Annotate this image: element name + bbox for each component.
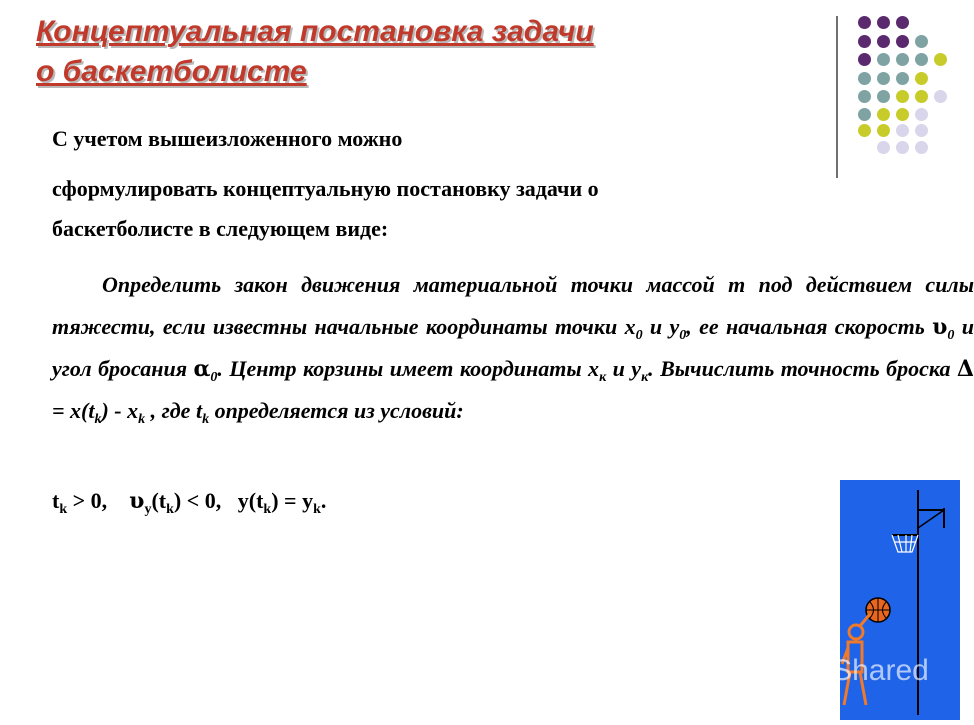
dot [896, 124, 909, 137]
dot [915, 141, 928, 154]
delta-symbol: Δ [956, 356, 974, 382]
dot [915, 53, 928, 66]
subscript: k [166, 502, 174, 517]
slide-title [36, 12, 796, 92]
dot [858, 72, 871, 85]
cond-text: . [320, 488, 327, 513]
dot [896, 108, 909, 121]
dot [915, 124, 928, 137]
subscript: 0 [210, 370, 218, 385]
dot [877, 124, 890, 137]
intro-line-3: баскетболисте в следующем виде: [52, 216, 389, 241]
dot [858, 90, 871, 103]
subscript: k [94, 412, 102, 427]
subscript: 0 [947, 328, 955, 343]
task-text: и y [606, 356, 642, 381]
task-text: и y [642, 314, 680, 339]
intro-line-2: сформулировать концептуальную постановку задачи о [52, 176, 599, 201]
dot [858, 35, 871, 48]
subscript: 0 [635, 328, 643, 343]
task-text: и угол бросания [52, 314, 974, 381]
dot [877, 53, 890, 66]
dot [915, 90, 928, 103]
subscript: k [138, 412, 146, 427]
dot [877, 108, 890, 121]
alpha-symbol: α [193, 356, 211, 382]
task-text: . Центр корзины имеет координаты x [217, 356, 600, 381]
dot [915, 108, 928, 121]
dot [934, 53, 947, 66]
dot [896, 141, 909, 154]
dot [896, 53, 909, 66]
cond-text: ) = y [271, 488, 314, 513]
subscript: k [59, 502, 68, 517]
task-text: определяется из условий: [209, 398, 464, 423]
basketball-ball [866, 598, 890, 622]
task-text: , ее начальная скорость [686, 314, 933, 339]
subscript: 0 [679, 328, 687, 343]
subscript: k [313, 502, 321, 517]
task-text: , где t [145, 398, 203, 423]
upsilon-symbol: υ [129, 488, 145, 514]
subscript: к [641, 370, 649, 385]
dot [877, 90, 890, 103]
subscript: k [263, 502, 272, 517]
dot [877, 35, 890, 48]
dot [896, 72, 909, 85]
watermark: ѴShared [808, 654, 929, 687]
dot [877, 16, 890, 29]
upsilon-symbol: υ [932, 314, 948, 340]
dot [858, 124, 871, 137]
task-text: = x(t [52, 398, 95, 423]
task-statement [52, 264, 974, 432]
dot [858, 16, 871, 29]
vertical-divider [836, 16, 838, 178]
cond-text: > 0, [67, 488, 124, 513]
task-text: . Вычислить точность броска [648, 356, 957, 381]
dot [858, 53, 871, 66]
slide-title-line2: о баскетболисте [36, 55, 307, 88]
dot [896, 90, 909, 103]
task-text: ) - x [101, 398, 139, 423]
dot [915, 35, 928, 48]
slide-title-line1: Концептуальная постановка задачи [36, 15, 594, 48]
cond-text: t [52, 488, 60, 513]
task-text: Определить закон движения материальной точки массой m под действием силы тяжести, если известны начальные координаты точки x [52, 272, 974, 339]
dot [934, 90, 947, 103]
dot [915, 72, 928, 85]
dot [877, 141, 890, 154]
intro-line-1: С учетом вышеизложенного можно [52, 126, 403, 151]
subscript: y [144, 502, 152, 517]
conditions-line [52, 486, 326, 516]
dot [858, 108, 871, 121]
presentation-icon [768, 656, 802, 692]
dot [877, 72, 890, 85]
cond-text: ) < 0, y(t [173, 488, 264, 513]
dot [896, 16, 909, 29]
dot [896, 35, 909, 48]
subscript: k [202, 412, 210, 427]
cond-text: (t [151, 488, 167, 513]
subscript: к [599, 370, 607, 385]
